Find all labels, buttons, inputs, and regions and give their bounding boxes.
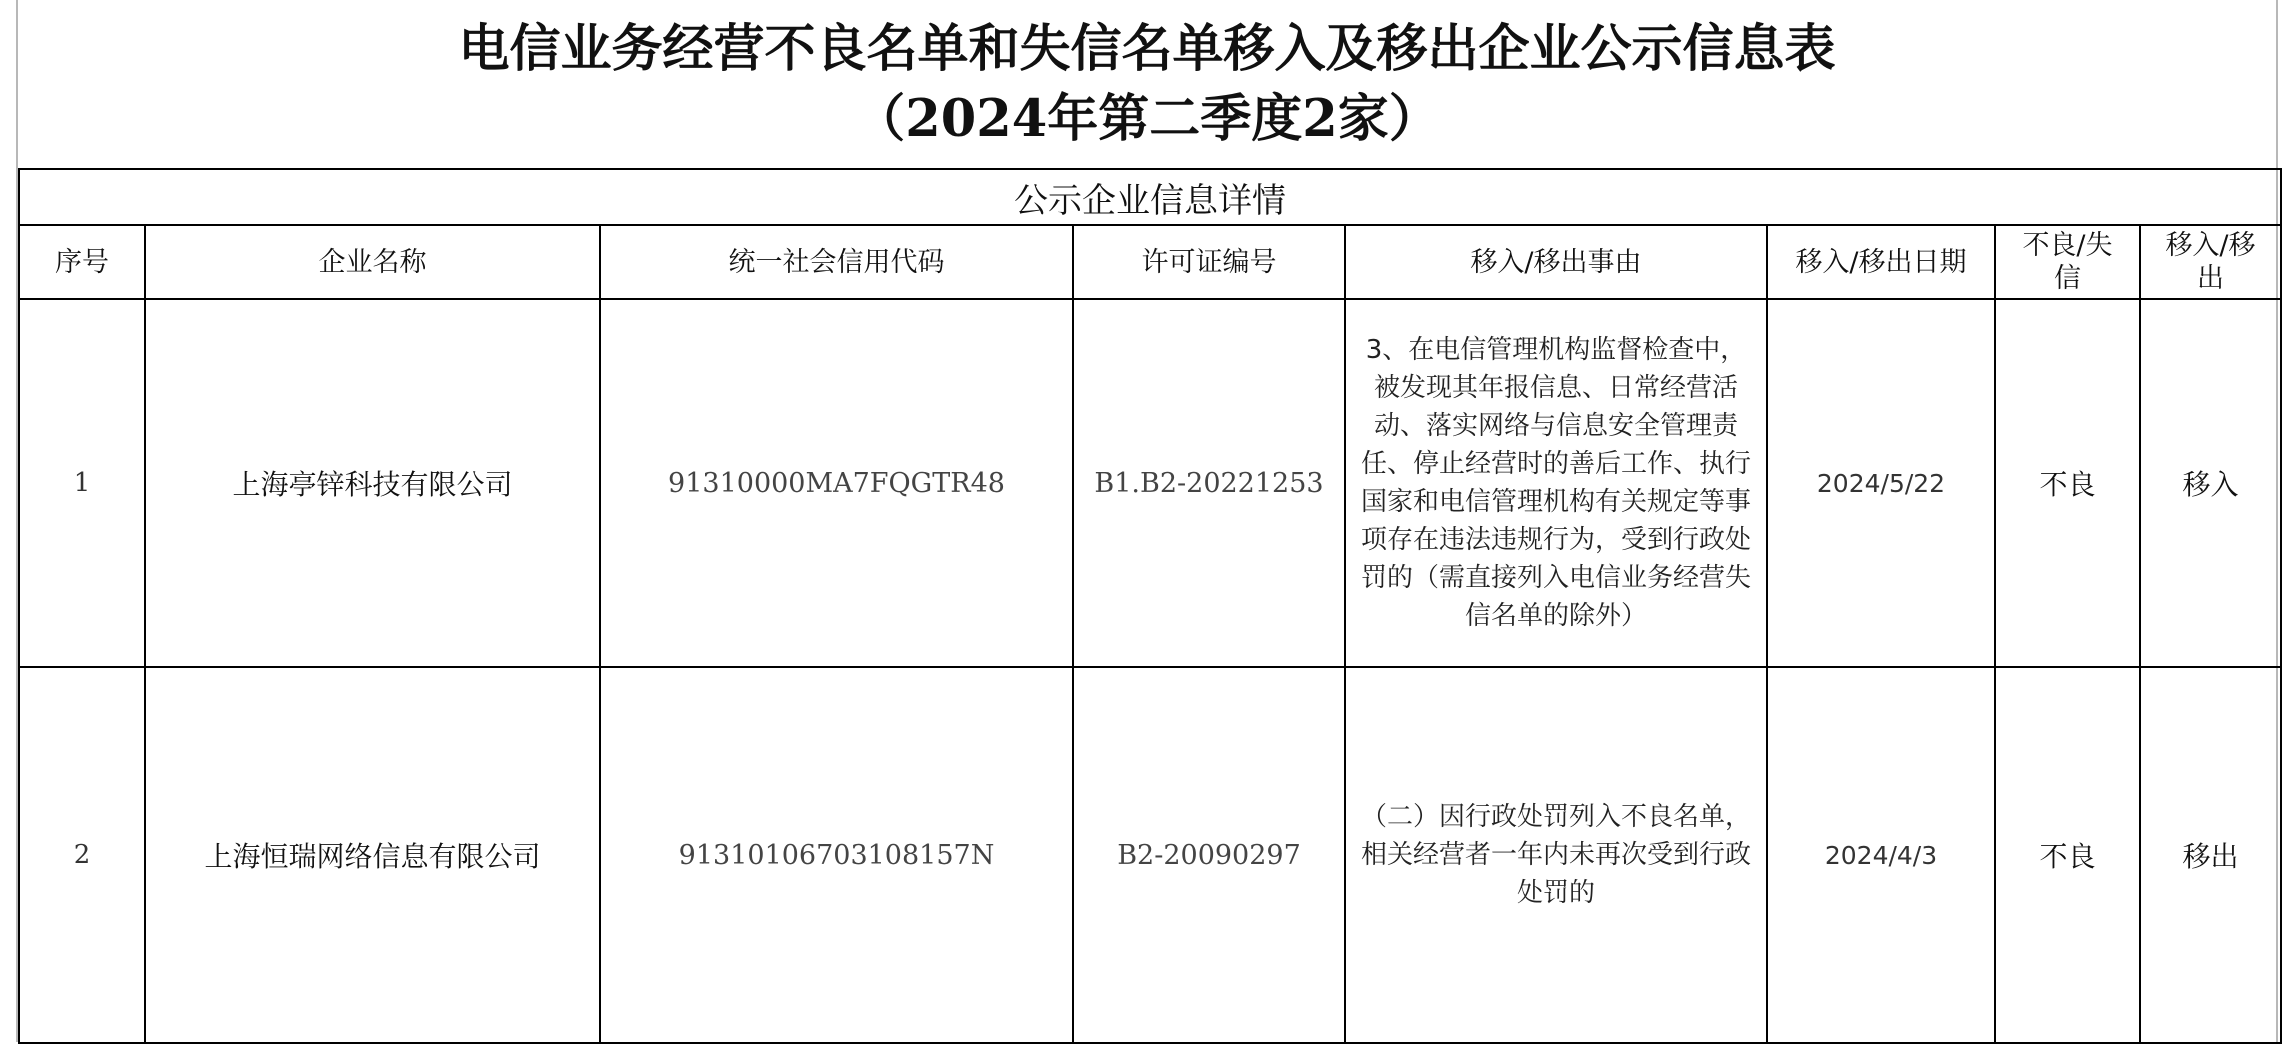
row-credit-code: 91310000MA7FQGTR48 [600,299,1073,667]
row-list-type: 不良 [1995,299,2140,667]
section-heading: 公示企业信息详情 [19,169,2281,225]
row-credit-code: 91310106703108157N [600,667,1073,1043]
table-row [19,299,2281,667]
header-credit-code: 统一社会信用代码 [600,225,1073,299]
row-company-name: 上海恒瑞网络信息有限公司 [145,667,600,1043]
spreadsheet-page [16,0,2278,1042]
header-row [19,225,2281,299]
row-index: 2 [19,667,145,1043]
header-date: 移入/移出日期 [1767,225,1995,299]
page-subtitle: （2024年第二季度2家） [854,89,1440,149]
row-index: 1 [19,299,145,667]
page-title: 电信业务经营不良名单和失信名单移入及移出企业公示信息表 [458,19,1836,79]
row-direction: 移入 [2140,299,2281,667]
header-company-name: 企业名称 [145,225,600,299]
header-direction: 移入/移出 [2165,230,2256,294]
disclosure-table [18,168,2282,1044]
header-license-no: 许可证编号 [1073,225,1345,299]
row-date: 2024/4/3 [1767,667,1995,1043]
table-row [19,667,2281,1043]
header-reason: 移入/移出事由 [1345,225,1767,299]
header-list-type: 不良/失信 [2022,230,2113,294]
row-license-no: B2-20090297 [1073,667,1345,1043]
row-reason: （二）因行政处罚列入不良名单，相关经营者一年内未再次受到行政处罚的 [1345,667,1767,1043]
row-list-type: 不良 [1995,667,2140,1043]
title-block [18,0,2276,168]
row-license-no: B1.B2-20221253 [1073,299,1345,667]
header-index: 序号 [19,225,145,299]
section-heading-row [19,169,2281,225]
row-direction: 移出 [2140,667,2281,1043]
row-date: 2024/5/22 [1767,299,1995,667]
row-company-name: 上海亭锌科技有限公司 [145,299,600,667]
row-reason: 3、在电信管理机构监督检查中，被发现其年报信息、日常经营活动、落实网络与信息安全管理责任、停止经营时的善后工作、执行国家和电信管理机构有关规定等事项存在违法违规行为，受到行政处罚的（需直接列入电信业务经营失信名单的除外） [1345,299,1767,667]
